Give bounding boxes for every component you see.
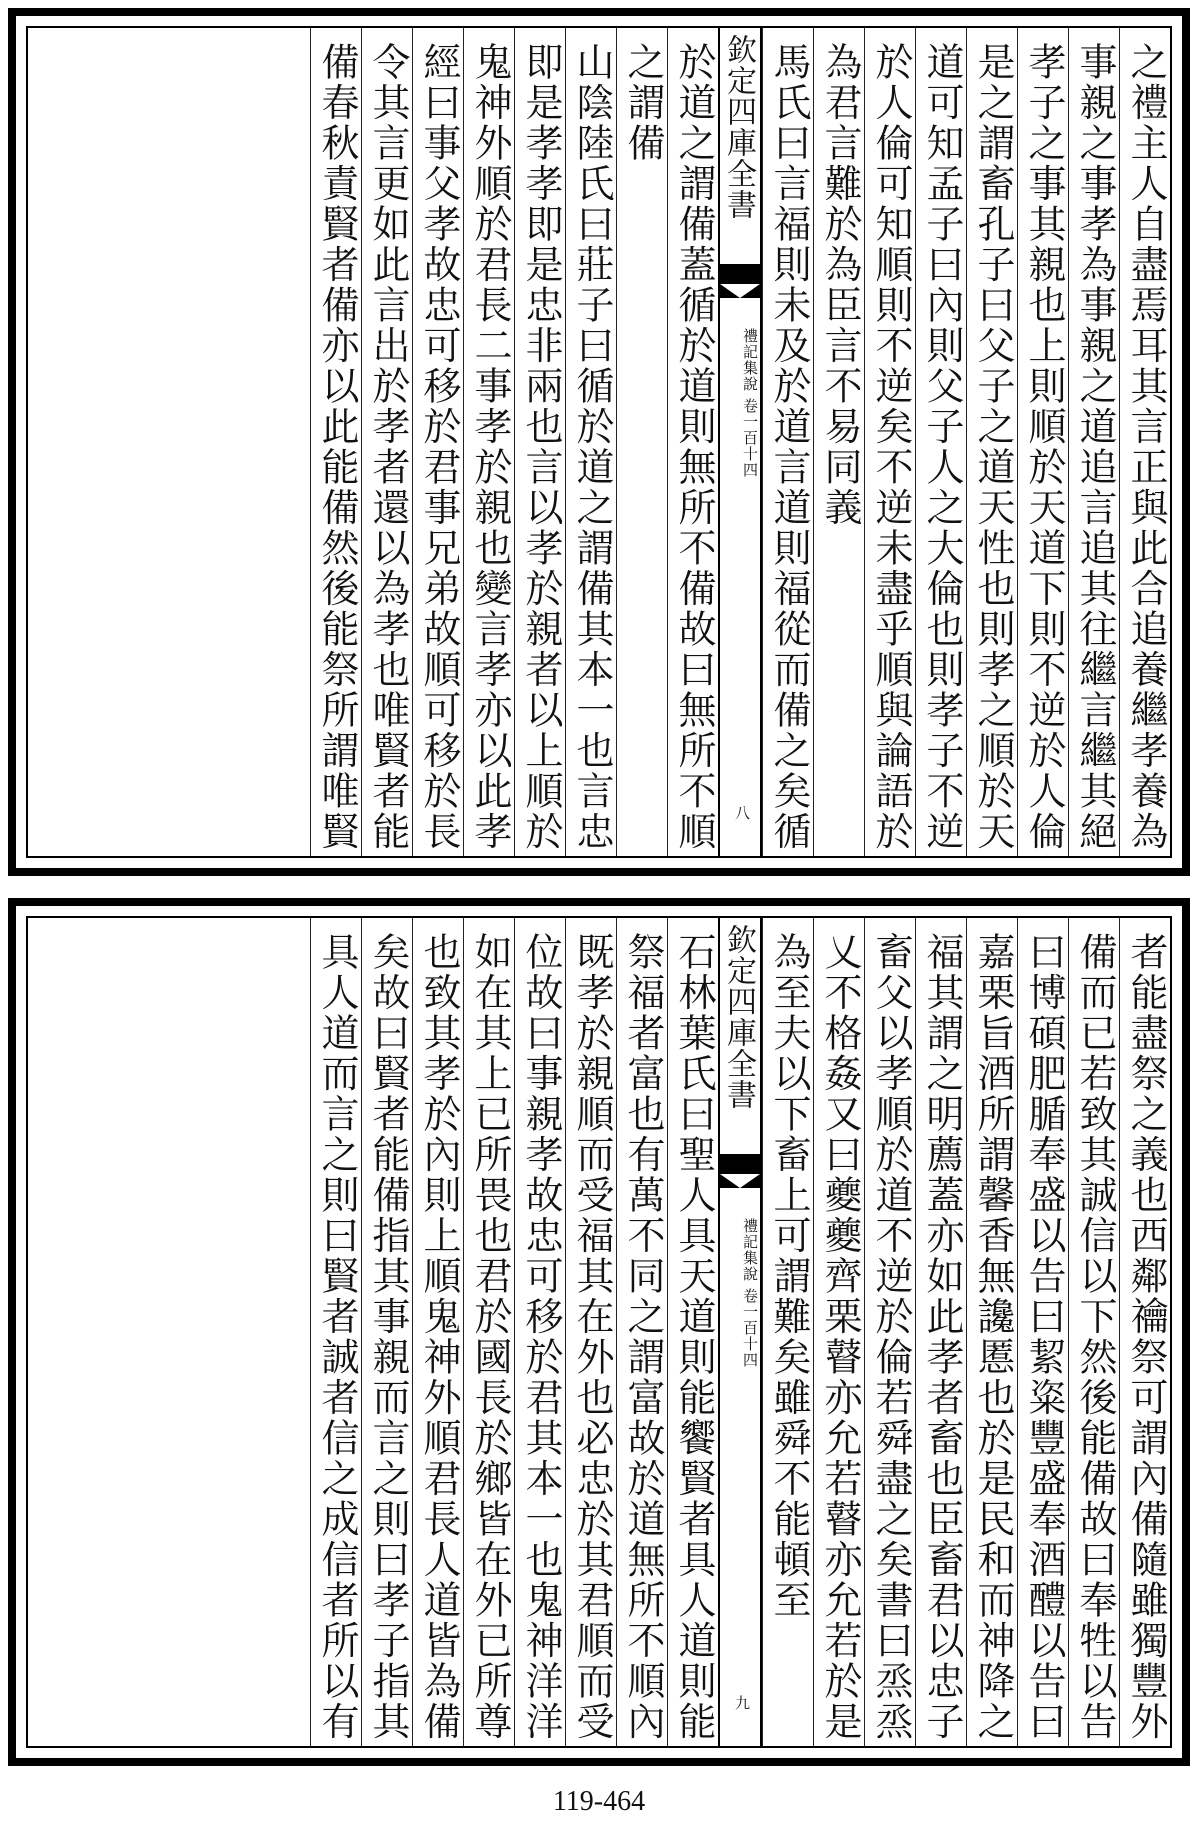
text-column bbox=[616, 918, 667, 1746]
text-column bbox=[616, 28, 667, 856]
text-column bbox=[310, 918, 361, 1746]
top-page bbox=[8, 8, 1190, 876]
bottom-page bbox=[8, 898, 1190, 1766]
gutter-volume: 卷一百十四 bbox=[741, 398, 759, 478]
gutter-book-title: 禮記集說 bbox=[741, 328, 759, 392]
bottom-page-frame bbox=[26, 916, 1172, 1748]
column-text: 馬氏曰言福則未及於道言道則福從而備之矣循 bbox=[767, 42, 811, 852]
column-text: 乂不格姦又曰夔夔齊栗瞽亦允若瞽亦允若於是 bbox=[818, 932, 862, 1742]
column-text: 矣故曰賢者能備指其事親而言之則曰孝子指其 bbox=[366, 932, 410, 1742]
column-text: 之謂備 bbox=[621, 42, 665, 164]
column-text: 位故曰事親孝故忠可移於君其本一也鬼神洋洋 bbox=[519, 932, 563, 1742]
column-text: 於道之謂備蓋循於道則無所不備故曰無所不順 bbox=[672, 42, 716, 852]
text-column bbox=[412, 28, 463, 856]
column-text: 事親之事孝為事親之道追言追其往繼言繼其絕 bbox=[1073, 42, 1117, 852]
text-column bbox=[915, 28, 966, 856]
column-text: 既孝於親順而受福其在外也必忠於其君順而受 bbox=[570, 932, 614, 1742]
gutter-book-title: 禮記集說 bbox=[741, 1218, 759, 1282]
fish-tail-notch bbox=[720, 1174, 760, 1188]
text-column bbox=[412, 918, 463, 1746]
text-column bbox=[1068, 28, 1119, 856]
gutter-page-number: 八 bbox=[733, 805, 751, 820]
top-page-frame bbox=[26, 26, 1172, 858]
column-text: 是之謂畜孔子曰父子之道天性也則孝之順於天 bbox=[971, 42, 1015, 852]
column-text: 即是孝孝即是忠非兩也言以孝於親者以上順於 bbox=[519, 42, 563, 852]
center-gutter bbox=[718, 918, 762, 1746]
text-column bbox=[1068, 918, 1119, 1746]
column-text: 鬼神外順於君長二事孝於親也變言孝亦以此孝 bbox=[468, 42, 512, 852]
column-text: 備春秋責賢者備亦以此能備然後能祭所謂唯賢 bbox=[315, 42, 359, 852]
column-text: 福其謂之明薦蓋亦如此孝者畜也臣畜君以忠子 bbox=[920, 932, 964, 1742]
text-column bbox=[565, 28, 616, 856]
gutter-volume: 卷一百十四 bbox=[741, 1288, 759, 1368]
column-text: 也致其孝於內則上順鬼神外順君長人道皆為備 bbox=[417, 932, 461, 1742]
text-column bbox=[514, 918, 565, 1746]
text-column bbox=[1017, 918, 1068, 1746]
text-column bbox=[667, 28, 718, 856]
column-text: 於人倫可知順則不逆矣不逆未盡乎順與論語於 bbox=[869, 42, 913, 852]
column-text: 山陰陸氏曰莊子曰循於道之謂備其本一也言忠 bbox=[570, 42, 614, 852]
text-column bbox=[966, 28, 1017, 856]
text-column bbox=[915, 918, 966, 1746]
column-text: 為君言難於為臣言不易同義 bbox=[818, 42, 862, 528]
column-text: 之禮主人自盡焉耳其言正與此合追養繼孝養為 bbox=[1124, 42, 1168, 852]
text-column bbox=[762, 918, 813, 1746]
top-page-columns bbox=[28, 28, 1170, 856]
column-text: 具人道而言之則曰賢者誠者信之成信者所以有 bbox=[315, 932, 359, 1742]
text-column bbox=[361, 918, 412, 1746]
bottom-page-columns bbox=[28, 918, 1170, 1746]
text-column bbox=[1017, 28, 1068, 856]
text-column bbox=[762, 28, 813, 856]
fish-tail-notch bbox=[720, 284, 760, 298]
text-column bbox=[463, 918, 514, 1746]
column-text: 孝子之事其親也上則順於天道下則不逆於人倫 bbox=[1022, 42, 1066, 852]
column-text: 經曰事父孝故忠可移於君事兄弟故順可移於長 bbox=[417, 42, 461, 852]
gutter-page-number: 九 bbox=[733, 1695, 751, 1710]
text-column bbox=[361, 28, 412, 856]
column-text: 祭福者富也有萬不同之謂富故於道無所不順內 bbox=[621, 932, 665, 1742]
page-code: 119-464 bbox=[552, 1786, 646, 1817]
text-column bbox=[514, 28, 565, 856]
text-column bbox=[966, 918, 1017, 1746]
text-column bbox=[864, 28, 915, 856]
column-text: 嘉栗旨酒所謂馨香無讒慝也於是民和而神降之 bbox=[971, 932, 1015, 1742]
column-text: 曰博碩肥腯奉盛以告曰絜粢豐盛奉酒醴以告曰 bbox=[1022, 932, 1066, 1742]
text-column bbox=[864, 918, 915, 1746]
text-column bbox=[565, 918, 616, 1746]
text-column bbox=[1119, 918, 1170, 1746]
text-column bbox=[813, 28, 864, 856]
column-text: 道可知孟子曰內則父子人之大倫也則孝子不逆 bbox=[920, 42, 964, 852]
column-text: 為至夫以下畜上可謂難矣雖舜不能頓至 bbox=[767, 932, 811, 1621]
text-column bbox=[1119, 28, 1170, 856]
text-column bbox=[463, 28, 514, 856]
center-gutter bbox=[718, 28, 762, 856]
gutter-title: 欽定四庫全書 bbox=[721, 924, 756, 1110]
gutter-title: 欽定四庫全書 bbox=[721, 34, 756, 220]
column-text: 畜父以孝順於道不逆於倫若舜盡之矣書曰烝烝 bbox=[869, 932, 913, 1742]
column-text: 備而已若致其誠信以下然後能備故曰奉牲以告 bbox=[1073, 932, 1117, 1742]
column-text: 石林葉氏曰聖人具天道則能饗賢者具人道則能 bbox=[672, 932, 716, 1742]
column-text: 者能盡祭之義也西鄰禴祭可謂內備隨雖獨豐外 bbox=[1124, 932, 1168, 1742]
text-column bbox=[310, 28, 361, 856]
column-text: 如在其上已所畏也君於國長於鄉皆在外已所尊 bbox=[468, 932, 512, 1742]
column-text: 令其言更如此言出於孝者還以為孝也唯賢者能 bbox=[366, 42, 410, 852]
text-column bbox=[813, 918, 864, 1746]
text-column bbox=[667, 918, 718, 1746]
